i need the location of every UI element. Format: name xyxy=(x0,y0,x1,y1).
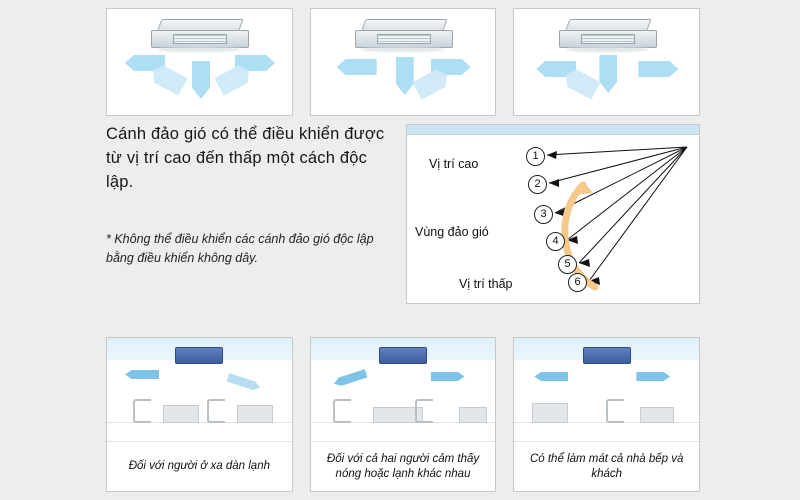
desk-left xyxy=(163,405,199,423)
swing-position-diagram xyxy=(406,124,700,304)
ceiling-cassette-icon xyxy=(355,19,451,53)
scenario-panel-different-comfort xyxy=(310,337,497,492)
desk-right xyxy=(237,405,273,423)
scenario-caption: Có thể làm mát cả nhà bếp và khách xyxy=(514,441,699,491)
ceiling-cassette-icon xyxy=(151,19,247,53)
ac-unit-icon xyxy=(379,347,427,364)
scene-illustration xyxy=(311,338,496,441)
position-marker-3: 3 xyxy=(534,205,553,224)
top-illustration-row xyxy=(106,8,700,116)
panel-swing-wide xyxy=(106,8,293,116)
description-lead: Cánh đảo gió có thể điều khiển được từ vị trí cao đến thấp một cách độc lập. xyxy=(106,125,385,191)
label-swing-zone: Vùng đảo gió xyxy=(415,225,489,239)
scenario-panel-far-person xyxy=(106,337,293,492)
scenario-panel-kitchen-living xyxy=(513,337,700,492)
panel-swing-down xyxy=(513,8,700,116)
position-marker-6: 6 xyxy=(568,273,587,292)
position-marker-2: 2 xyxy=(528,175,547,194)
person-green-right xyxy=(674,389,694,423)
airflow-arrow-right xyxy=(638,61,678,77)
airflow-arrow-right xyxy=(431,372,465,381)
chair-right xyxy=(207,399,225,423)
position-marker-5: 5 xyxy=(558,255,577,274)
chair-center xyxy=(606,399,624,423)
description-block xyxy=(106,122,396,268)
person-pink-cooking xyxy=(572,389,592,423)
scenario-caption: Đối với cả hai người cảm thấy nóng hoặc lạnh khác nhau xyxy=(311,441,496,491)
chair-left xyxy=(133,399,151,423)
airflow-arrow-left xyxy=(534,372,568,381)
airflow-arrow-left xyxy=(332,369,367,388)
bottom-illustration-row xyxy=(106,337,700,492)
chair-right xyxy=(415,399,433,423)
airflow-arrow-down xyxy=(599,55,617,93)
dining-table xyxy=(640,407,674,423)
ceiling-cassette-icon xyxy=(559,19,655,53)
position-marker-1: 1 xyxy=(526,147,545,166)
airflow-arrow-down xyxy=(396,57,414,95)
scene-illustration xyxy=(514,338,699,441)
label-high-position: Vị trí cao xyxy=(429,157,479,171)
desk-right xyxy=(459,407,487,423)
position-marker-4: 4 xyxy=(546,232,565,251)
description-note: * Không thể điều khiển các cánh đảo gió độc lập bằng điều khiển không dây. xyxy=(106,232,374,265)
kitchen-counter xyxy=(532,403,568,423)
panel-swing-narrow xyxy=(310,8,497,116)
person-green xyxy=(437,389,457,423)
ac-unit-icon xyxy=(175,347,223,364)
diagram-rays xyxy=(407,125,700,304)
airflow-arrow-down xyxy=(192,61,210,99)
airflow-arrow-left xyxy=(125,370,159,379)
label-low-position: Vị trí thấp xyxy=(459,277,513,291)
ac-unit-icon xyxy=(583,347,631,364)
scenario-caption: Đối với người ở xa dàn lạnh xyxy=(107,441,292,491)
scene-illustration xyxy=(107,338,292,441)
airflow-arrow-right xyxy=(636,372,670,381)
airflow-arrow-left xyxy=(337,59,377,75)
chair-left xyxy=(333,399,351,423)
